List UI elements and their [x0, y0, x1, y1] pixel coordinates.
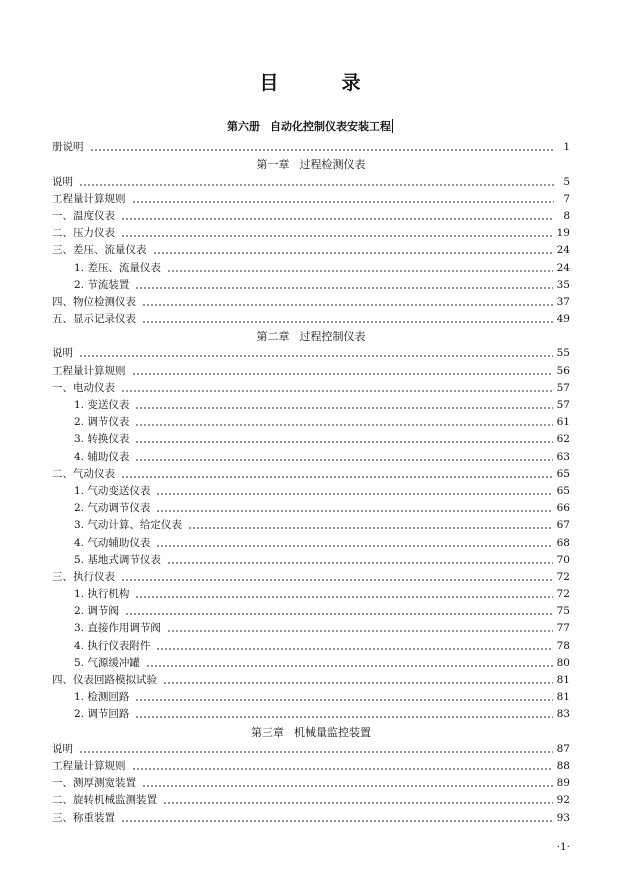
toc-entry-page: 56 — [556, 364, 570, 377]
toc-entry[interactable] — [52, 464, 570, 481]
toc-entry-page: 93 — [556, 811, 570, 824]
leader-dots — [135, 440, 552, 444]
leader-dots — [121, 578, 553, 582]
toc-entry-label: 一、温度仪表 — [52, 209, 115, 222]
toc-entry-label: 三、差压、流量仪表 — [52, 244, 147, 257]
toc-entry-label: 二、气动仪表 — [52, 467, 115, 480]
leader-dots — [132, 767, 553, 771]
volume-heading — [0, 118, 620, 134]
toc-entry-label: 三、执行仪表 — [52, 570, 115, 583]
toc-entry-label: 2. 调节仪表 — [74, 416, 130, 429]
toc-subentry[interactable] — [52, 653, 570, 670]
leader-dots — [142, 784, 553, 788]
leader-dots — [142, 303, 553, 307]
toc-entry-label: 册说明 — [52, 141, 84, 154]
toc-entry-page: 5 — [563, 175, 570, 188]
toc-entry-label: 一、测厚测宽装置 — [52, 777, 136, 790]
toc-entry-page: 78 — [556, 639, 570, 652]
toc-subentry[interactable] — [52, 532, 570, 549]
toc-entry-page: 57 — [556, 381, 570, 394]
toc-entry-label: 1. 检测回路 — [74, 691, 130, 704]
toc-subentry[interactable] — [52, 687, 570, 704]
text-cursor — [392, 119, 393, 133]
leader-dots — [188, 526, 553, 530]
toc-entry-label: 工程量计算规则 — [52, 759, 126, 772]
toc-subentry[interactable] — [52, 412, 570, 429]
toc-entry-label: 4. 气动辅助仪表 — [74, 536, 151, 549]
toc-entry[interactable] — [52, 378, 570, 395]
toc-entry-page: 77 — [556, 622, 570, 635]
chapter-heading — [52, 154, 570, 171]
leader-dots — [121, 475, 553, 479]
page-number-footer: ·1· — [556, 841, 570, 853]
chapter-name: 过程控制仪表 — [299, 330, 366, 344]
toc-subentry[interactable] — [52, 429, 570, 446]
leader-dots — [135, 406, 552, 410]
leader-dots — [156, 492, 552, 496]
leader-dots — [135, 715, 552, 719]
toc-entry-page: 1 — [563, 141, 570, 154]
toc-entry-label: 工程量计算规则 — [52, 364, 126, 377]
toc-entry-page: 65 — [556, 484, 570, 497]
toc-entry-label: 说明 — [52, 742, 73, 755]
toc-entry-label: 5. 气源缓冲罐 — [74, 656, 140, 669]
leader-dots — [135, 286, 552, 290]
toc-entry-page: 68 — [556, 536, 570, 549]
leader-dots — [142, 320, 553, 324]
chapter-number: 第二章 — [256, 330, 290, 344]
toc-entry[interactable] — [52, 360, 570, 377]
toc-entry-label: 2. 调节回路 — [74, 708, 130, 721]
volume-number: 第六册 — [227, 120, 260, 133]
toc-subentry[interactable] — [52, 601, 570, 618]
chapter-number: 第三章 — [251, 725, 284, 739]
toc-entry-page: 66 — [556, 502, 570, 515]
table-of-contents — [52, 137, 570, 825]
toc-subentry[interactable] — [52, 257, 570, 274]
toc-entry[interactable] — [52, 790, 570, 807]
toc-entry-page: 67 — [556, 519, 570, 532]
toc-entry-page: 19 — [556, 227, 570, 240]
toc-entry-label: 1. 气动变送仪表 — [74, 484, 151, 497]
toc-subentry[interactable] — [52, 550, 570, 567]
toc-entry[interactable] — [52, 670, 570, 687]
toc-entry[interactable] — [52, 343, 570, 360]
toc-entry-label: 四、物位检测仪表 — [52, 295, 136, 308]
toc-entry-label: 1. 差压、流量仪表 — [74, 261, 161, 274]
toc-entry-page: 7 — [563, 192, 570, 205]
toc-entry-page: 83 — [556, 708, 570, 721]
toc-subentry[interactable] — [52, 498, 570, 515]
toc-entry-page: 61 — [556, 416, 570, 429]
toc-entry-label: 说明 — [52, 347, 73, 360]
leader-dots — [167, 269, 553, 273]
toc-entry-page: 37 — [556, 295, 570, 308]
toc-entry-page: 62 — [556, 433, 570, 446]
toc-entry[interactable] — [52, 171, 570, 188]
page-title: 目 录 — [259, 72, 383, 94]
leader-dots — [132, 372, 553, 376]
toc-entry-page: 8 — [563, 209, 570, 222]
toc-entry-page: 88 — [556, 759, 570, 772]
toc-subentry[interactable] — [52, 584, 570, 601]
toc-entry-page: 70 — [556, 553, 570, 566]
leader-dots — [121, 819, 553, 823]
leader-dots — [121, 234, 553, 238]
toc-entry[interactable] — [52, 309, 570, 326]
leader-dots — [163, 801, 553, 805]
toc-entry-label: 工程量计算规则 — [52, 192, 126, 205]
chapter-heading — [52, 326, 570, 343]
leader-dots — [167, 561, 553, 565]
toc-entry-page: 87 — [556, 742, 570, 755]
toc-entry-label: 1. 执行机构 — [74, 588, 130, 601]
toc-subentry[interactable] — [52, 446, 570, 463]
toc-subentry[interactable] — [52, 395, 570, 412]
toc-entry-label: 3. 直接作用调节阀 — [74, 622, 161, 635]
chapter-heading — [52, 721, 570, 738]
toc-entry-label: 3. 转换仪表 — [74, 433, 130, 446]
toc-entry[interactable] — [52, 292, 570, 309]
toc-subentry[interactable] — [52, 515, 570, 532]
toc-subentry[interactable] — [52, 275, 570, 292]
toc-subentry[interactable] — [52, 481, 570, 498]
chapter-name: 机械量监控装置 — [294, 725, 371, 739]
toc-entry-page: 49 — [556, 313, 570, 326]
leader-dots — [163, 681, 553, 685]
toc-entry[interactable] — [52, 137, 570, 154]
toc-subentry[interactable] — [52, 618, 570, 635]
toc-entry-page: 80 — [556, 656, 570, 669]
chapter-number: 第一章 — [256, 158, 290, 172]
toc-entry-label: 二、旋转机械监测装置 — [52, 794, 157, 807]
toc-entry[interactable] — [52, 206, 570, 223]
leader-dots — [156, 544, 552, 548]
toc-entry-page: 65 — [556, 467, 570, 480]
toc-entry-page: 92 — [556, 794, 570, 807]
toc-entry-label: 5. 基地式调节仪表 — [74, 553, 161, 566]
toc-entry-label: 四、仪表回路模拟试验 — [52, 674, 157, 686]
leader-dots — [156, 509, 552, 513]
toc-entry-page: 63 — [556, 450, 570, 463]
leader-dots — [132, 200, 555, 204]
toc-entry-label: 4. 执行仪表附件 — [74, 639, 151, 652]
toc-entry[interactable] — [52, 223, 570, 240]
toc-subentry[interactable] — [52, 704, 570, 721]
toc-entry-page: 81 — [556, 674, 570, 686]
toc-entry-page: 89 — [556, 777, 570, 790]
leader-dots — [79, 354, 553, 358]
toc-entry-label: 1. 变送仪表 — [74, 399, 130, 411]
leader-dots — [121, 389, 553, 393]
toc-entry-page: 72 — [556, 588, 570, 601]
leader-dots — [90, 148, 555, 152]
toc-entry-page: 75 — [556, 605, 570, 618]
toc-entry-page: 24 — [556, 244, 570, 257]
leader-dots — [79, 183, 554, 187]
toc-entry-label: 2. 调节阀 — [74, 605, 119, 618]
leader-dots — [156, 647, 552, 651]
toc-entry[interactable] — [52, 739, 570, 756]
toc-entry[interactable] — [52, 773, 570, 790]
leader-dots — [153, 251, 553, 255]
leader-dots — [135, 595, 552, 599]
toc-entry-page: 55 — [556, 347, 570, 360]
leader-dots — [146, 664, 553, 668]
toc-entry-label: 4. 辅助仪表 — [74, 450, 130, 463]
toc-entry-page: 72 — [556, 570, 570, 583]
leader-dots — [121, 217, 554, 221]
toc-entry-label: 说明 — [52, 175, 73, 188]
toc-entry-label: 2. 节流装置 — [74, 278, 130, 291]
toc-entry[interactable] — [52, 240, 570, 257]
leader-dots — [125, 612, 553, 616]
toc-entry[interactable] — [52, 756, 570, 773]
toc-entry[interactable] — [52, 567, 570, 584]
toc-entry-label: 3. 气动计算、给定仪表 — [74, 519, 182, 532]
toc-entry-page: 81 — [556, 691, 570, 704]
toc-entry-label: 五、显示记录仪表 — [52, 313, 136, 326]
toc-subentry[interactable] — [52, 635, 570, 652]
leader-dots — [135, 458, 552, 462]
leader-dots — [167, 629, 553, 633]
toc-entry-label: 三、称重装置 — [52, 811, 115, 824]
toc-entry-page: 24 — [556, 261, 570, 274]
toc-entry-label: 一、电动仪表 — [52, 381, 115, 394]
toc-entry-label: 二、压力仪表 — [52, 227, 115, 240]
leader-dots — [135, 698, 552, 702]
toc-entry[interactable] — [52, 807, 570, 824]
toc-entry-label: 2. 气动调节仪表 — [74, 502, 151, 515]
volume-name: 自动化控制仪表安装工程 — [270, 120, 391, 133]
toc-entry-page: 57 — [556, 399, 570, 411]
chapter-name: 过程检测仪表 — [299, 158, 366, 172]
leader-dots — [135, 423, 552, 427]
toc-entry-page: 35 — [556, 278, 570, 291]
leader-dots — [79, 750, 553, 754]
toc-entry[interactable] — [52, 189, 570, 206]
